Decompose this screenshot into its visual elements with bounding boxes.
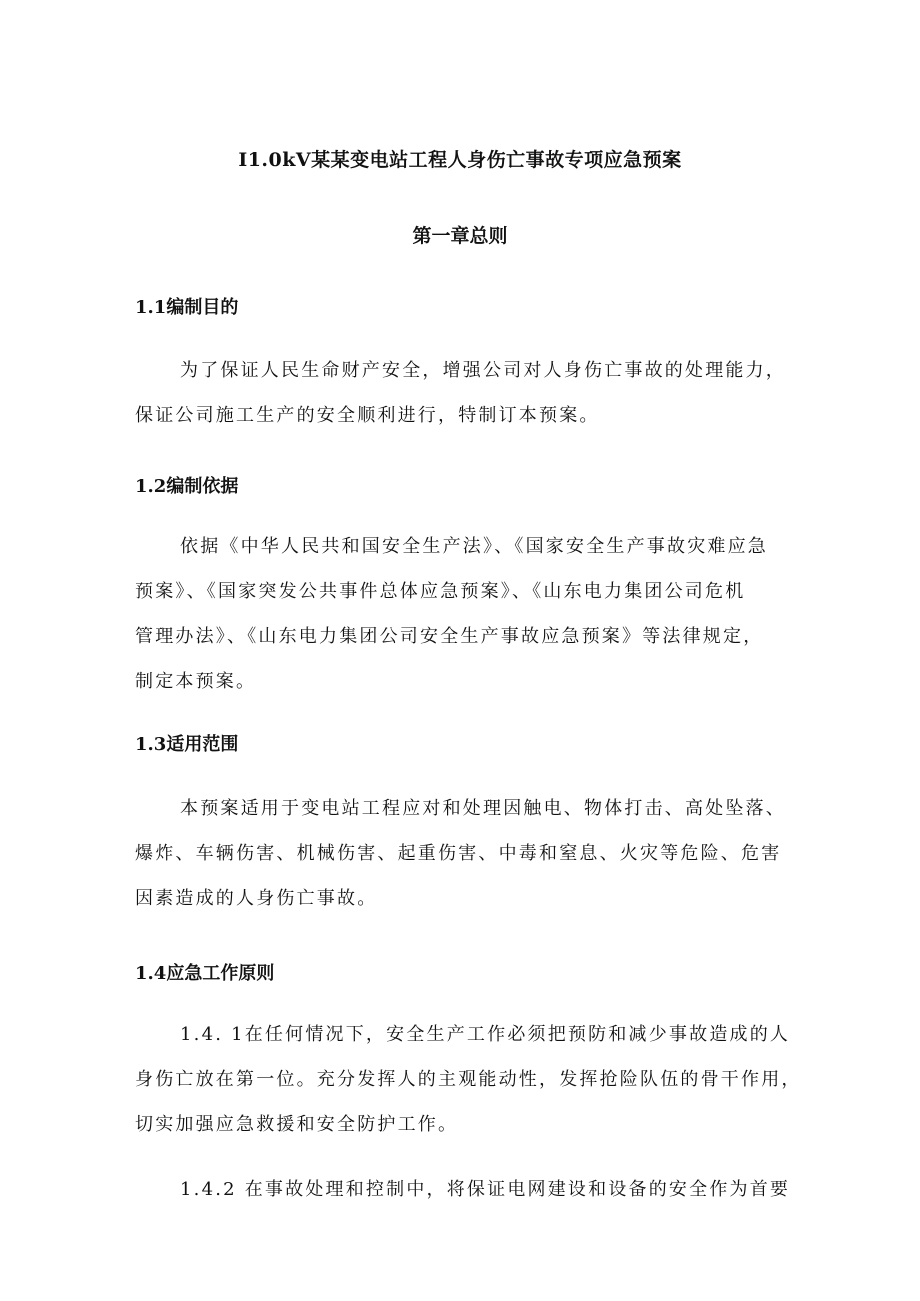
paragraph-line: 管理办法》、《山东电力集团公司安全生产事故应急预案》等法律规定， — [135, 626, 764, 647]
paragraph-line: 为了保证人民生命财产安全，增强公司对人身伤亡事故的处理能力， — [180, 360, 786, 381]
paragraph-line: 制定本预案。 — [135, 671, 257, 692]
section-heading-1-3: 1.3适用范围 — [135, 734, 239, 755]
section-heading-1-1: 1.1编制目的 — [135, 297, 239, 318]
paragraph-line: 依据《中华人民共和国安全生产法》、《国家安全生产事故灾难应急 — [180, 536, 768, 557]
paragraph-line: 身伤亡放在第一位。充分发挥人的主观能动性，发挥抢险队伍的骨干作用， — [135, 1069, 802, 1090]
paragraph-principle-1 — [135, 1021, 802, 1156]
paragraph-line: 爆炸、车辆伤害、机械伤害、起重伤害、中毒和窒息、火灾等危险、危害 — [135, 843, 782, 864]
section-heading-1-4: 1.4应急工作原则 — [135, 963, 275, 984]
paragraph-line: 1.4.2 在事故处理和控制中，将保证电网建设和设备的安全作为首要 — [180, 1179, 791, 1200]
paragraph-line: 因素造成的人身伤亡事故。 — [135, 888, 378, 909]
paragraph-line: 预案》、《国家突发公共事件总体应急预案》、《山东电力集团公司危机 — [135, 581, 746, 602]
document-title: I1.0kV某某变电站工程人身伤亡事故专项应急预案 — [238, 149, 682, 171]
paragraph-line: 切实加强应急救援和安全防护工作。 — [135, 1114, 459, 1135]
paragraph-line: 保证公司施工生产的安全顺利进行，特制订本预案。 — [135, 405, 600, 426]
paragraph-basis — [135, 533, 795, 713]
paragraph-scope — [135, 795, 795, 930]
paragraph-line: 本预案适用于变电站工程应对和处理因触电、物体打击、高处坠落、 — [180, 798, 786, 819]
paragraph-principle-2 — [135, 1176, 795, 1221]
section-heading-1-2: 1.2编制依据 — [135, 476, 239, 497]
paragraph-line: 1.4. 1在任何情况下，安全生产工作必须把预防和减少事故造成的人 — [180, 1024, 791, 1045]
chapter-title: 第一章总则 — [412, 225, 508, 247]
paragraph-purpose — [135, 357, 795, 447]
